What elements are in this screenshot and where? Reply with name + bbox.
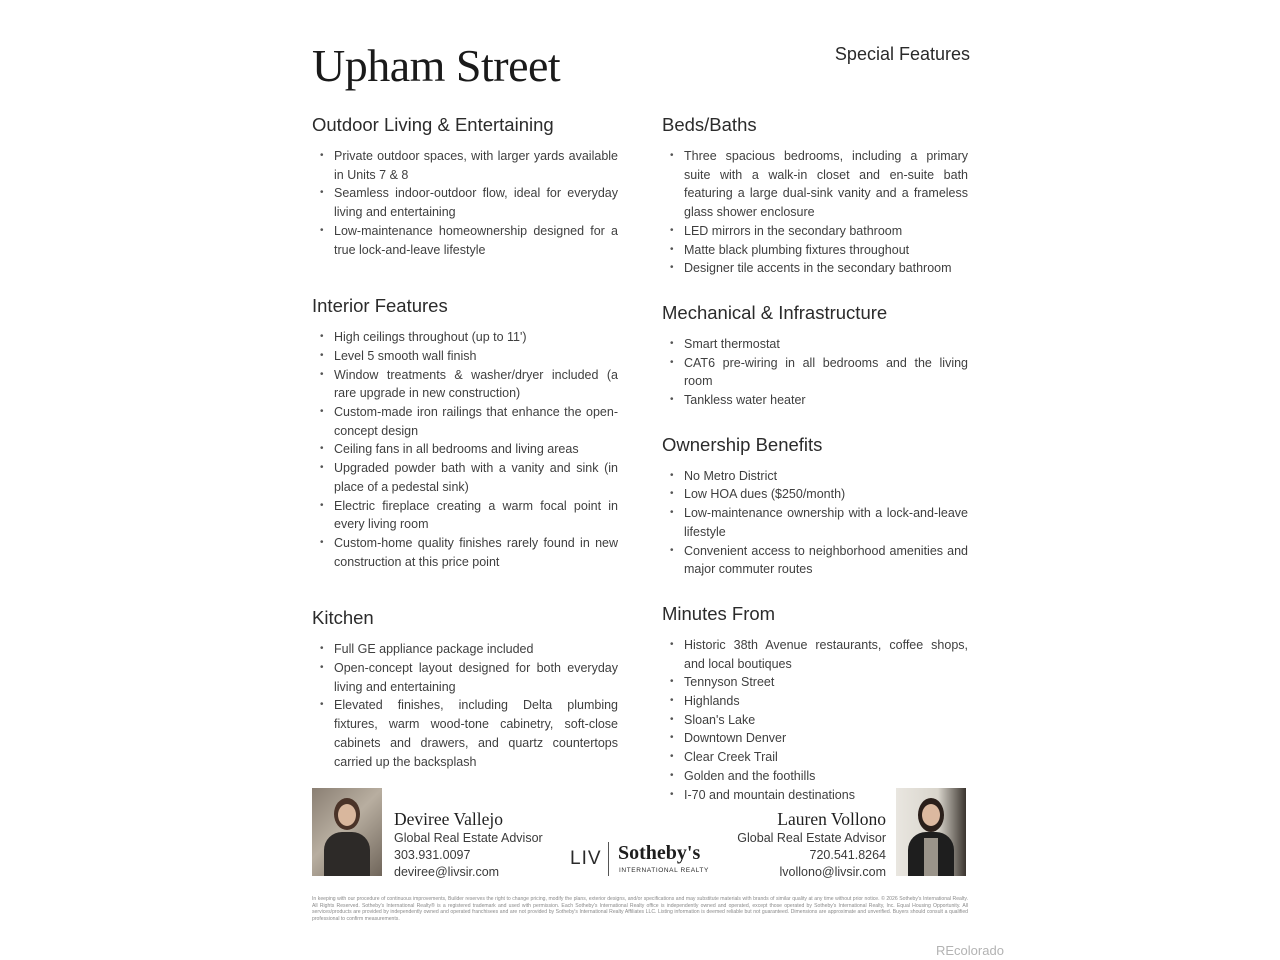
section-mechanical: [662, 300, 968, 410]
logo-brand-text: Sotheby's: [618, 842, 701, 864]
list-item: • CAT6 pre-wiring in all bedrooms and the living room: [662, 354, 968, 391]
logo-tagline: INTERNATIONAL REALTY: [619, 867, 709, 874]
list-item: • Tankless water heater: [662, 391, 968, 410]
list-item: • Tennyson Street: [662, 673, 968, 692]
section-heading: Beds/Baths: [662, 114, 757, 135]
list-item: • Highlands: [662, 692, 968, 711]
list-item: • Ceiling fans in all bedrooms and living areas: [312, 440, 618, 459]
list-item: • Low-maintenance homeownership designed for a true lock-and-leave lifestyle: [312, 222, 618, 259]
list-item: • Downtown Denver: [662, 729, 968, 748]
list-item: • Clear Creek Trail: [662, 748, 968, 767]
page-subtitle: Special Features: [834, 44, 970, 64]
right-column: [662, 112, 968, 826]
list-item: • No Metro District: [662, 467, 968, 486]
agent-card-left: [394, 808, 543, 881]
list-item: • Open-concept layout designed for both everyday living and entertaining: [312, 659, 618, 696]
feature-list: [662, 147, 968, 278]
list-item: • I-70 and mountain destinations: [662, 786, 968, 805]
feature-list: [662, 467, 968, 579]
section-ownership-benefits: [662, 432, 968, 579]
agent-card-right: [737, 808, 886, 881]
list-item: • Low-maintenance ownership with a lock-and-leave lifestyle: [662, 504, 968, 541]
feature-list: [312, 328, 618, 571]
feature-list: [312, 640, 618, 771]
list-item: • Seamless indoor-outdoor flow, ideal for everyday living and entertaining: [312, 184, 618, 221]
legal-disclaimer: In keeping with our procedure of continuous improvements, Builder reserves the right to change pricing, modify the plans, exterior designs, and/or specifications and may substitute materials with brands of similar quality at any time without prior notice. © 2026 Sotheby's International Realty. All Rights Reserved. Sotheby's International Realty® is a registered trademark and used with permission. Each Sotheby's International Realty office is independently owned and operated, except those operated by Sotheby's International Realty, Inc. Equal Housing Opportunity. All services/products are provided by independently owned and operated franchisees and are not provided by Sotheby's International Realty Affiliates LLC. Listing information is deemed reliable but not guaranteed. Dimensions are approximate and unverified. Buyers should consult a qualified professional to confirm measurements.: [312, 896, 968, 922]
agent-email[interactable]: deviree@livsir.com: [394, 865, 500, 879]
list-item: • Private outdoor spaces, with larger yards available in Units 7 & 8: [312, 147, 618, 184]
list-item: • Window treatments & washer/dryer included (a rare upgrade in new construction): [312, 366, 618, 403]
section-heading: Outdoor Living & Entertaining: [312, 114, 554, 135]
section-kitchen: [312, 605, 618, 771]
section-heading: Mechanical & Infrastructure: [662, 301, 888, 323]
agent-photo-left: [312, 788, 382, 876]
list-item: • Matte black plumbing fixtures throughout: [662, 241, 968, 260]
left-column: [312, 112, 618, 793]
section-minutes-from: [662, 601, 968, 804]
list-item: • Elevated finishes, including Delta plumbing fixtures, warm wood-tone cabinetry, soft-close cabinets and drawers, and quartz countertops carried up the backsplash: [312, 696, 618, 771]
list-item: • Golden and the foothills: [662, 767, 968, 786]
logo-divider: [608, 842, 609, 876]
agent-photo-right: [896, 788, 966, 876]
section-beds-baths: [662, 112, 968, 278]
section-heading: Ownership Benefits: [662, 433, 823, 455]
list-item: • Full GE appliance package included: [312, 640, 618, 659]
agent-name: Lauren Vollono: [777, 809, 886, 829]
recolorado-watermark: REcolorado: [936, 943, 1004, 958]
section-heading: Kitchen: [312, 607, 374, 629]
agent-name: Deviree Vallejo: [394, 809, 504, 829]
list-item: • High ceilings throughout (up to 11'): [312, 328, 618, 347]
page-title: Upham Street: [312, 40, 561, 91]
feature-list: [312, 147, 618, 259]
list-item: • Custom-home quality finishes rarely found in new construction at this price point: [312, 534, 618, 571]
list-item: • Convenient access to neighborhood amenities and major commuter routes: [662, 542, 968, 579]
agent-role: Global Real Estate Advisor: [737, 831, 886, 845]
agent-role: Global Real Estate Advisor: [394, 831, 543, 845]
list-item: • Upgraded powder bath with a vanity and sink (in place of a pedestal sink): [312, 459, 618, 496]
logo-liv-text: LIV: [570, 848, 602, 869]
section-interior-features: [312, 293, 618, 571]
section-heading: Interior Features: [312, 295, 448, 317]
list-item: • Designer tile accents in the secondary bathroom: [662, 259, 968, 278]
list-item: • Historic 38th Avenue restaurants, coffee shops, and local boutiques: [662, 636, 968, 673]
agent-phone[interactable]: 720.541.8264: [809, 848, 886, 862]
list-item: • Sloan's Lake: [662, 711, 968, 730]
list-item: • LED mirrors in the secondary bathroom: [662, 222, 968, 241]
agent-phone[interactable]: 303.931.0097: [394, 848, 471, 862]
list-item: • Three spacious bedrooms, including a primary suite with a walk-in closet and en-suite bath featuring a large dual-sink vanity and a frameless glass shower enclosure: [662, 147, 968, 222]
section-heading: Minutes From: [662, 602, 776, 624]
list-item: • Low HOA dues ($250/month): [662, 485, 968, 504]
list-item: • Electric fireplace creating a warm focal point in every living room: [312, 497, 618, 534]
agent-email[interactable]: lvollono@livsir.com: [779, 865, 886, 879]
list-item: • Level 5 smooth wall finish: [312, 347, 618, 366]
section-outdoor-living: [312, 112, 618, 259]
feature-list: [662, 636, 968, 804]
feature-list: [662, 335, 968, 410]
list-item: • Smart thermostat: [662, 335, 968, 354]
list-item: • Custom-made iron railings that enhance the open-concept design: [312, 403, 618, 440]
